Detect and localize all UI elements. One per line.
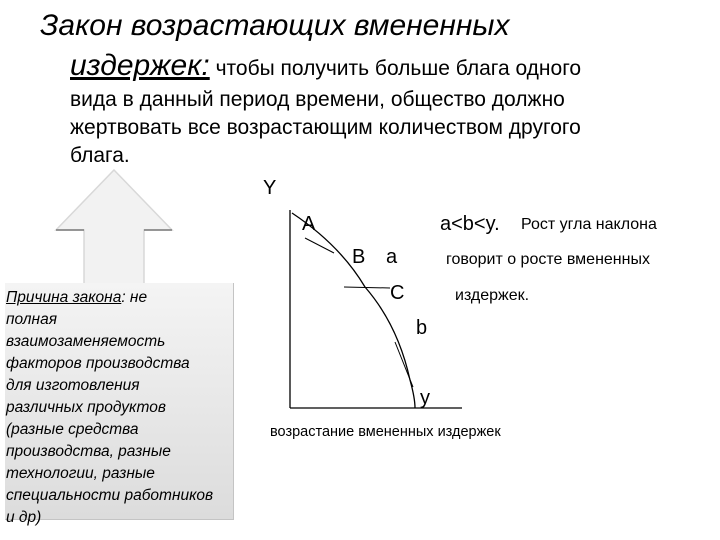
diagram-caption: возрастание вмененных издержек — [270, 424, 501, 440]
note-line-1: Рост угла наклона — [521, 216, 657, 233]
cause-line: различных продуктов — [6, 399, 166, 416]
note-line-2: говорит о росте вмененных — [446, 251, 650, 268]
law-term: издержек: — [70, 49, 210, 82]
production-curve — [292, 213, 415, 408]
heading-line-1: Закон возрастающих вмененных — [40, 9, 510, 42]
cause-label: Причина закона — [6, 289, 122, 306]
note-line-3: издержек. — [455, 287, 530, 304]
tangent-b — [344, 287, 390, 288]
cause-line: взаимозаменяемость — [6, 333, 166, 350]
cause-line: полная — [6, 311, 57, 328]
y-axis-label: Y — [263, 177, 277, 199]
cause-line: производства, разные — [6, 443, 171, 460]
angle-a-label: а — [386, 246, 398, 268]
tangent-y — [395, 342, 413, 387]
point-b-label: B — [352, 246, 366, 268]
cause-first-line: Причина закона: не — [6, 289, 148, 306]
definition-line-3: жертвовать все возрастающим количеством другого — [70, 116, 581, 139]
cause-line: и др) — [6, 509, 42, 526]
cause-line: специальности работников — [6, 487, 214, 504]
cause-line: (разные средства — [6, 421, 139, 438]
definition-start: чтобы получить больше блага одного — [209, 57, 582, 80]
angle-b-label: b — [416, 317, 428, 339]
point-c-label: C — [390, 282, 405, 304]
definition-line-4: блага. — [70, 144, 130, 167]
cause-line: факторов производства — [6, 355, 190, 372]
angle-y-label: у — [420, 387, 430, 409]
tangent-a — [305, 238, 334, 253]
definition-line-2: вида в данный период времени, общество должно — [70, 88, 565, 111]
angle-inequality: a<b<y. — [440, 213, 500, 235]
cause-line: для изготовления — [6, 377, 140, 394]
cause-line: технологии, разные — [6, 465, 155, 482]
point-a-label: A — [302, 213, 316, 235]
